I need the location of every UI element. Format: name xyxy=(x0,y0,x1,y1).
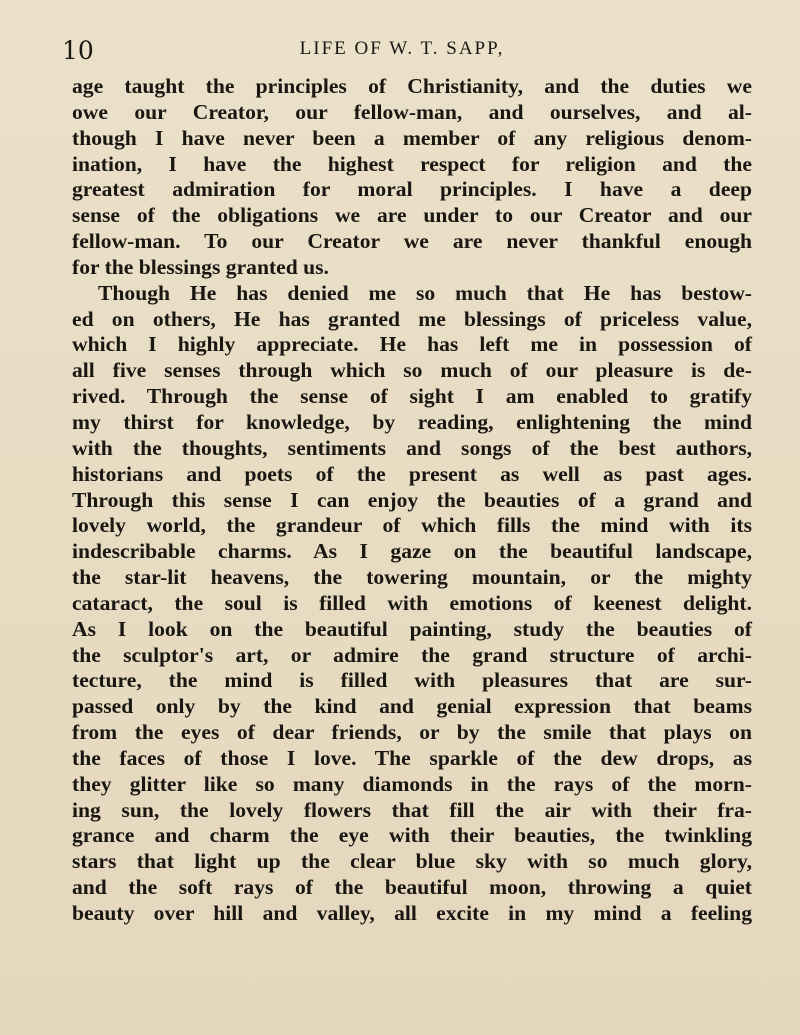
text-line: ination, I have the highest respect for religion and the xyxy=(72,151,752,176)
text-line: the faces of those I love. The sparkle of the dew drops, as xyxy=(72,745,752,770)
text-line: grance and charm the eye with their beauties, the twinkling xyxy=(72,823,752,848)
text-line: indescribable charms. As I gaze on the beautiful landscape, xyxy=(72,539,752,564)
text-line: lovely world, the grandeur of which fills the mind with its xyxy=(72,513,752,538)
text-line: Though He has denied me so much that He has bestow- xyxy=(98,280,752,305)
text-line: the star-lit heavens, the towering mountain, or the mighty xyxy=(72,565,752,590)
text-line: beauty over hill and valley, all excite in my mind a feeling xyxy=(72,901,752,925)
text-line: sense of the obligations we are under to our Creator and our xyxy=(72,203,752,228)
text-line: As I look on the beautiful painting, study the beauties of xyxy=(72,616,752,641)
text-line: tecture, the mind is filled with pleasures that are sur- xyxy=(72,668,752,693)
running-head-title: LIFE OF W. T. SAPP, xyxy=(299,38,505,59)
text-line: rived. Through the sense of sight I am enabled to gratify xyxy=(72,384,752,409)
text-line: passed only by the kind and genial expression that beams xyxy=(72,694,752,719)
text-line: for the blessings granted us. xyxy=(72,254,329,279)
text-line: ed on others, He has granted me blessings of priceless value, xyxy=(72,306,752,331)
text-line: which I highly appreciate. He has left me in possession of xyxy=(72,332,752,357)
text-line: ing sun, the lovely flowers that fill the air with their fra- xyxy=(72,797,752,822)
text-line: and the soft rays of the beautiful moon, throwing a quiet xyxy=(72,875,752,900)
page-number: 10 xyxy=(62,36,94,65)
text-line: all five senses through which so much of our pleasure is de- xyxy=(72,358,752,383)
text-line: from the eyes of dear friends, or by the smile that plays on xyxy=(72,720,752,745)
running-head xyxy=(62,36,742,66)
text-line: with the thoughts, sentiments and songs of the best authors, xyxy=(72,435,752,460)
text-line: fellow-man. To our Creator we are never thankful enough xyxy=(72,229,752,254)
text-line: historians and poets of the present as well as past ages. xyxy=(72,461,752,486)
text-line: Through this sense I can enjoy the beauties of a grand and xyxy=(72,487,752,512)
text-line: they glitter like so many diamonds in the rays of the morn- xyxy=(72,771,752,796)
text-line: stars that light up the clear blue sky with so much glory, xyxy=(72,849,752,874)
text-line: though I have never been a member of any religious denom- xyxy=(72,125,752,150)
text-line: the sculptor's art, or admire the grand structure of archi- xyxy=(72,642,752,667)
text-line: owe our Creator, our fellow-man, and ourselves, and al- xyxy=(72,99,752,124)
text-line: greatest admiration for moral principles. I have a deep xyxy=(72,177,752,202)
text-line: my thirst for knowledge, by reading, enlightening the mind xyxy=(72,409,752,434)
body-text xyxy=(72,74,752,927)
text-line: cataract, the soul is filled with emotions of keenest delight. xyxy=(72,590,752,615)
text-line: age taught the principles of Christianity, and the duties we xyxy=(72,74,752,98)
